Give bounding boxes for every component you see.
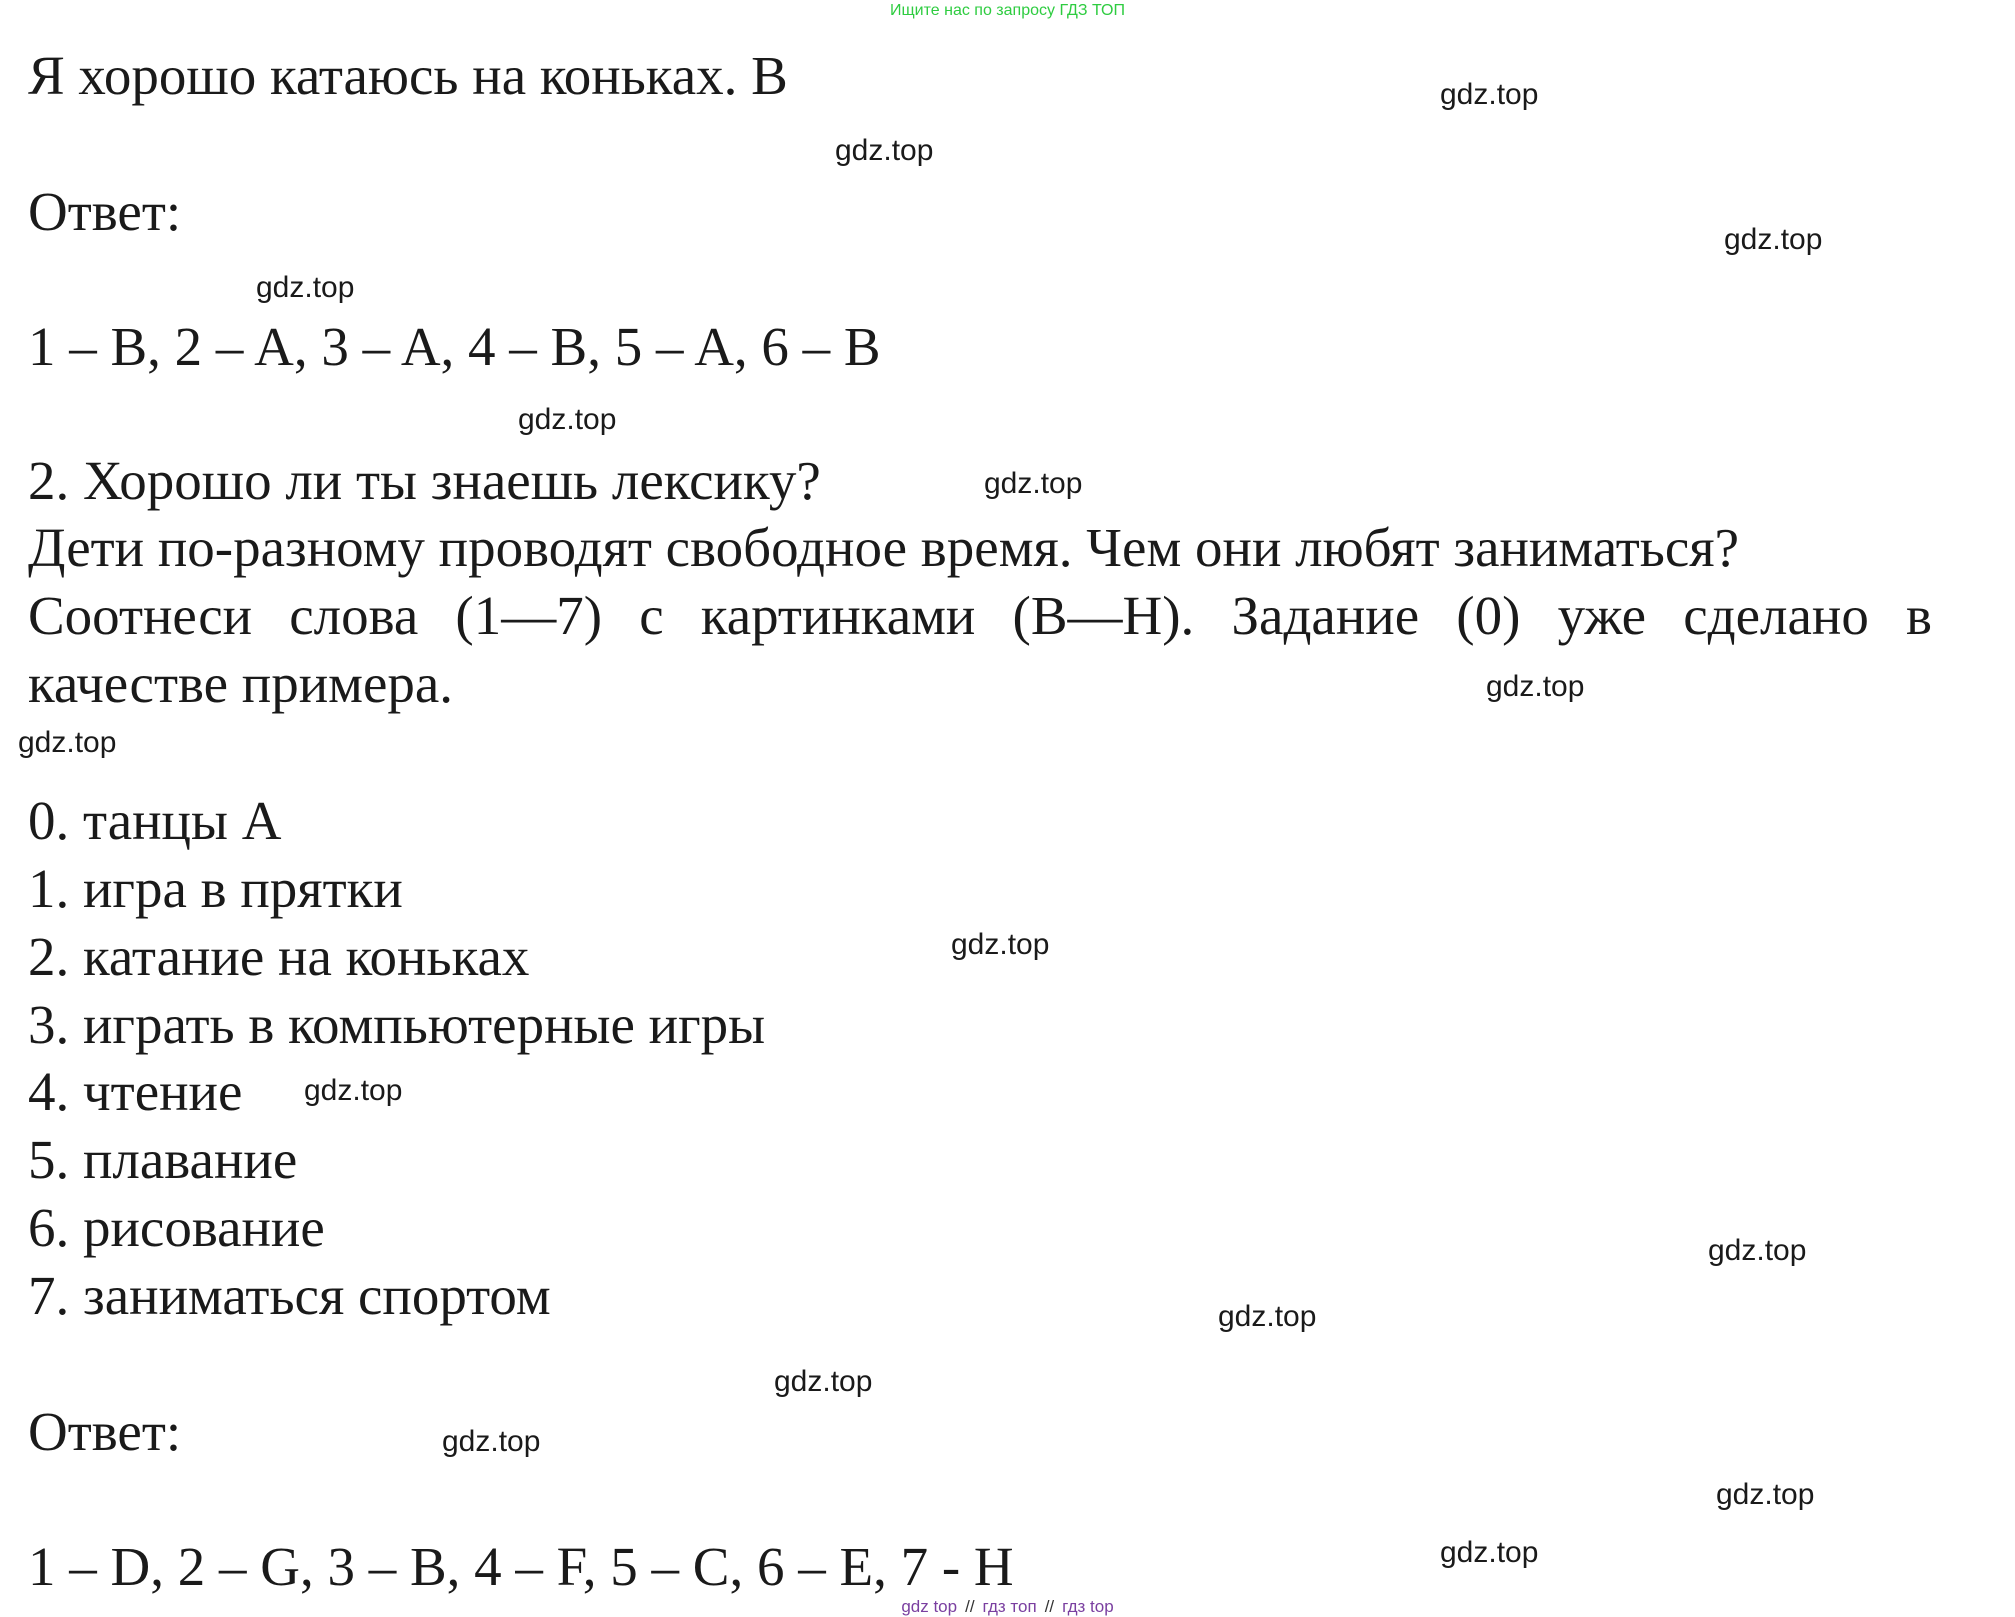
list-item: 1. игра в прятки <box>28 858 403 919</box>
footer-separator: // <box>1044 1597 1055 1616</box>
answer-text: 1 – B, 2 – A, 3 – A, 4 – B, 5 – A, 6 – B <box>28 316 881 377</box>
watermark: gdz.top <box>984 467 1083 500</box>
list-item: 6. рисование <box>28 1197 325 1258</box>
task-heading: 2. Хорошо ли ты знаешь лексику? <box>28 450 821 511</box>
list-item: 4. чтение <box>28 1061 243 1122</box>
watermark: gdz.top <box>1708 1234 1807 1267</box>
footer-links <box>0 1597 2015 1617</box>
task-instruction-line-1: Соотнеси слова (1—7) с картинками (B—H). Задание (0) уже сделано в <box>28 585 1932 646</box>
footer-link[interactable]: гдз топ <box>982 1597 1037 1616</box>
watermark: gdz.top <box>774 1365 873 1398</box>
list-item: 0. танцы A <box>28 790 282 851</box>
watermark: gdz.top <box>18 726 117 759</box>
footer-link[interactable]: gdz top <box>901 1597 958 1616</box>
watermark: gdz.top <box>1440 78 1539 111</box>
watermark: gdz.top <box>951 928 1050 961</box>
watermark: gdz.top <box>1218 1300 1317 1333</box>
list-item: 5. плавание <box>28 1129 298 1190</box>
answer-label: Ответ: <box>28 181 182 242</box>
list-item: 3. играть в компьютерные игры <box>28 994 766 1055</box>
list-item: 2. катание на коньках <box>28 926 530 987</box>
watermark: gdz.top <box>304 1074 403 1107</box>
watermark: gdz.top <box>442 1425 541 1458</box>
list-item: 7. заниматься спортом <box>28 1265 551 1326</box>
watermark: gdz.top <box>1440 1536 1539 1569</box>
watermark: gdz.top <box>1716 1478 1815 1511</box>
watermark: gdz.top <box>835 134 934 167</box>
task-instruction-line-2: качестве примера. <box>28 653 454 714</box>
watermark: gdz.top <box>256 271 355 304</box>
footer-separator: // <box>965 1597 975 1616</box>
watermark: gdz.top <box>518 403 617 436</box>
task-intro: Дети по-разному проводят свободное время. Чем они любят заниматься? <box>28 517 1740 578</box>
previous-line: Я хорошо катаюсь на коньках. B <box>28 45 788 106</box>
answer-label: Ответ: <box>28 1401 182 1462</box>
watermark: gdz.top <box>1724 223 1823 256</box>
watermark: gdz.top <box>1486 670 1585 703</box>
footer-link[interactable]: гдз top <box>1062 1597 1114 1616</box>
answer-text: 1 – D, 2 – G, 3 – B, 4 – F, 5 – C, 6 – E, 7 - H <box>28 1536 1014 1597</box>
top-banner: Ищите нас по запросу ГДЗ ТОП <box>890 2 1125 19</box>
